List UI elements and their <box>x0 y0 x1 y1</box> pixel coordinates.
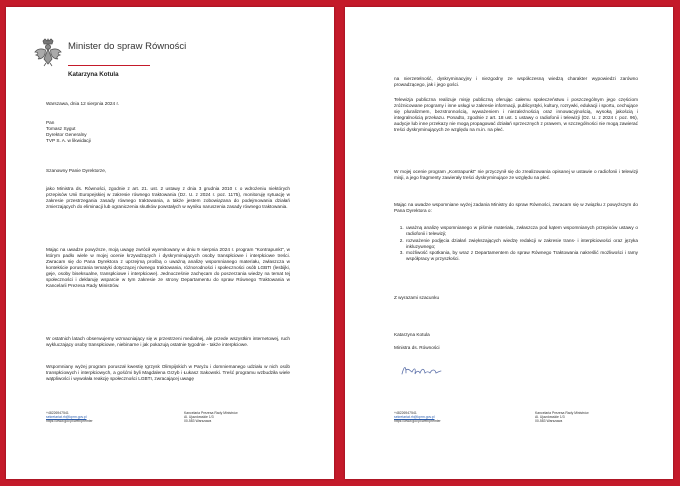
greeting: Szanowny Panie Dyrektorze, <box>46 168 107 173</box>
date-line: Warszawa, dnia 12 sierpnia 2024 r. <box>46 101 120 106</box>
recipient-block <box>46 120 91 144</box>
signatory-name: Katarzyna Kotula <box>394 332 430 337</box>
list-item: 3. możliwość spotkania, by wraz z Departamentem do spraw Równego Traktowania nakreślić możliwości i ramy współpracy w przyszłości. <box>405 250 638 262</box>
paragraph: W ostatnich latach obserwujemy wzmacniający się w przestrzeni medialnej, ale przede wszystkim internetowej, ruch wykluczający osoby transpłciowe, niebinarne i jak pokazują ostatnie tygodnie - także interpłciowe. <box>46 336 290 348</box>
paragraph: Telewizja publiczna realizuje misję publiczną oferując całemu społeczeństwu i poszczególnym jego częściom zróżnicowane programy i inne usługi w zakresie informacji, publicystyki, kultury, rozrywki, edukacji i sportu, cechujące się pluralizmem, bezstronnością, wyważeniem i niezależnością oraz innowacyjnością, wysoką jakością i integralnością przekazu. Ponadto, zgodnie z art. 18 ust. 1 ustawy o radiofonii i telewizji (Dz. U. z 2024 r. poz. 96), audycje lub inne przekazy nie mogą propagować działań sprzecznych z prawem, w szczególności nie mogą zawierać treści dyskryminujących ze względu na m.in. na płeć. <box>394 97 638 133</box>
paragraph: Mając na uwadze powyższe, moją uwagę zwrócił wyemitowany w dniu 9 sierpnia 2024 r. program "Kontrapunkt", w którym padło wiele w mojej ocenie krzywdzących i dyskryminujących osoby transpłciowe i interpłciowe treści. Zwracam się do Pana Dyrektora z uprzejmą prośbą o uważną analizę wspomnianego materiału, zwłaszcza w kontekście poruszania tematyki dotyczącej równego traktowania, różnorodności i społeczności osób LGBTI (lesbijki, geje, osoby biseksualne, transpłciowe i interpłciowe). Jednocześnie zachęcam do poszerzania wiedzy na temat tej społeczności i deklaruję wsparcie w tym zakresie ze strony Departamentu do spraw Równego Traktowania w Kancelarii Prezesa Rady Ministrów. <box>46 247 290 289</box>
footer-email-link[interactable]: sekretariat.rh@kprm.gov.pl <box>46 415 87 420</box>
footer-address <box>184 411 238 424</box>
signatory-role: Ministra ds. Równości <box>394 345 440 350</box>
recipient-name: Tomasz Sygut <box>46 126 76 132</box>
footer-street: Al. Ujazdowskie 1/3 <box>535 415 565 420</box>
footer-contact <box>394 411 441 424</box>
letter-page-1 <box>6 7 334 479</box>
footer-address <box>535 411 589 424</box>
recipient-title: Dyrektor Generalny <box>46 132 87 138</box>
paragraph: W mojej ocenie program „Kontrapunkt" nie przyczynił się do zrealizowania opisanej w ustawie o radiofonii i telewizji misji, a jego fragmenty zawierały treści dyskryminujące ze względu na płeć. <box>394 169 638 181</box>
footer-phone: +48226947541 <box>46 411 69 415</box>
footer-web[interactable]: https://www.gov.pl/web/premier <box>46 419 93 424</box>
paragraph: na nierzetelność, dyskryminacyjny i niezgodny ze współczesną wiedzą charakter wypowiedzi zarówno prowadzącego, jak i jego gości. <box>394 76 638 88</box>
footer-office: Kancelaria Prezesa Rady Ministrów <box>184 411 238 415</box>
recipient-org: TVP S. A. w likwidacji <box>46 138 91 144</box>
footer-city: 00-583 Warszawa <box>535 419 563 424</box>
header-divider <box>68 65 150 66</box>
list-item: 2. rozważenie podjęcia działań zwiększających wiedzę redakcji w zakresie trans- i interpłciowości oraz języka inkluzywnego; <box>405 238 638 250</box>
ministry-name: Minister do spraw Równości <box>68 41 187 52</box>
closing: Z wyrazami szacunku <box>394 295 440 300</box>
list-item: 1. uważną analizę wspomnianego w piśmie materiału, zwłaszcza pod kątem wspomnianych przepisów ustawy o radiofonii i telewizji; <box>405 225 638 237</box>
letter-page-2 <box>345 7 673 479</box>
request-list <box>394 225 638 263</box>
footer-city: 00-583 Warszawa <box>184 419 212 424</box>
polish-eagle-emblem-icon <box>34 37 62 67</box>
paragraph: Wspomniany wyżej program poruszał kwestię Igrzysk Olimpijskich w Paryżu i domniemanego udziału w nich osób transpłciowych i interpłciowych, a gośćmi byli Magdalena Grzyb i Łukasz Sakowski. Treść programu wzbudziła wiele wątpliwości i wywołała reakcję społeczności LGBTI, zwracającej uwagę <box>46 364 290 382</box>
footer-web[interactable]: https://www.gov.pl/web/premier <box>394 419 441 424</box>
minister-name: Katarzyna Kotula <box>68 71 119 78</box>
footer-office: Kancelaria Prezesa Rady Ministrów <box>535 411 589 415</box>
paragraph: Mając na uwadze wspomniane wyżej zadania Ministry do spraw Równości, zwracam się w związku z powyższym do Pana Dyrektora o: <box>394 202 638 214</box>
footer-contact <box>46 411 93 424</box>
recipient-salutation: Pan <box>46 120 55 125</box>
handwritten-signature-icon <box>400 362 442 378</box>
paragraph: jako Ministra ds. Równości, zgodnie z art. 21. ust. 2 ustawy z dnia 3 grudnia 2010 r. o wdrożeniu niektórych przepisów Unii Europejskiej w zakresie równego traktowania (Dz. U. z 2024 r. poz. 1175), monitoruję sytuację w zakresie przestrzegania zasady równego traktowania, a także jestem zobowiązana do podejmowania działań zmierzających do eliminacji lub ograniczenia skutków powstałych w wyniku naruszenia zasady równego traktowania. <box>46 186 290 210</box>
footer-street: Al. Ujazdowskie 1/3 <box>184 415 214 420</box>
footer-phone: +48226947541 <box>394 411 417 415</box>
footer-email-link[interactable]: sekretariat.rh@kprm.gov.pl <box>394 415 435 420</box>
